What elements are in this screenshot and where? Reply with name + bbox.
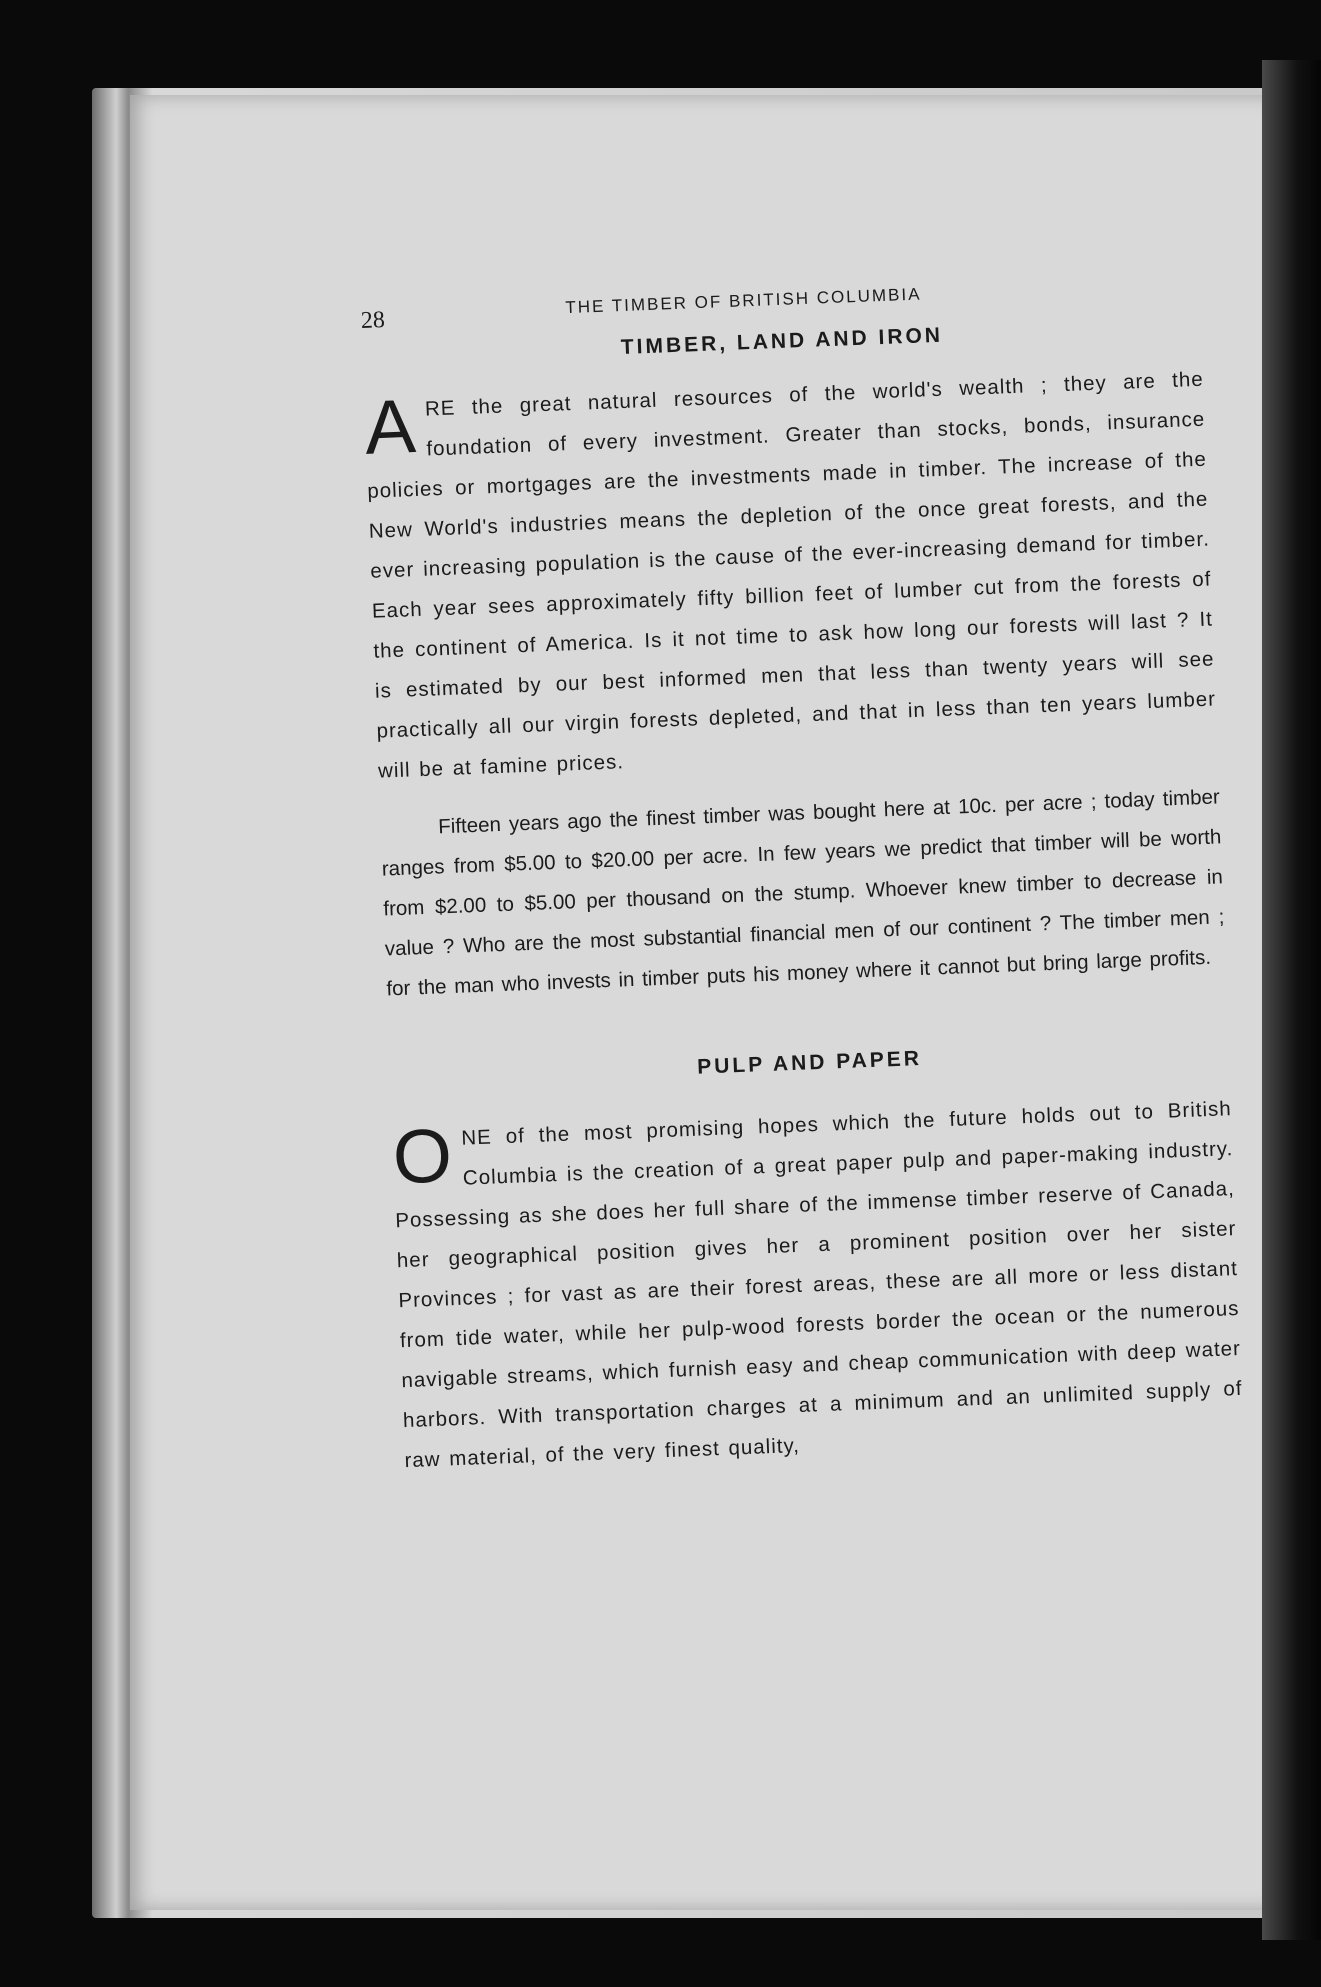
paragraph-text: NE of the most promising hopes which the future holds out to British Columbia is the creation of a great paper pulp and paper-making industry. Possessing as she does her full share of the immense timber reserve of Canada, her geographical position gives her a prominent position over her sister Provinces ; for vast as are their forest areas, these are all more or less distant from tide water, while her pulp-wood forests border the ocean or the numerous navigable streams, which furnish easy and cheap communication with deep water harbors. With transportation charges at a minimum and an unlimited supply of raw material, of the very finest quality, (394, 1097, 1243, 1473)
paragraph-timber-1 (364, 360, 1219, 792)
running-head-title: THE TIMBER OF BRITISH COLUMBIA (565, 284, 922, 318)
paragraph-pulp-1 (392, 1089, 1245, 1481)
page-number: 28 (360, 307, 386, 334)
drop-cap-a: A (363, 383, 418, 471)
binding-shadow (1262, 60, 1321, 1940)
page-content (360, 268, 1245, 1481)
paragraph-timber-2: Fifteen years ago the finest timber was bought here at 10c. per acre ; today timber ranges from $5.00 to $20.00 per acre. In few years we predict that timber will be worth from $2.00 to $5.00 per thousand on the stump. Whoever knew timber to decrease in value ? Who are the most substantial financial men of our continent ? The timber men ; for the man who invests in timber puts his money where it cannot but bring large profits. (381, 785, 1225, 1001)
paragraph-text: RE the great natural resources of the world's wealth ; they are the foundation of every investment. Greater than stocks, bonds, insurance policies or mortgages are the investments made in timber. The increase of the New World's industries means the depletion of the once great forests, and the ever increasing population is the cause of the ever-increasing demand for timber. Each year sees approximately fifty billion feet of lumber cut from the forests of the continent of America. Is it not time to ask how long our forests will last ? It is estimated by our best informed men that less than twenty years will see practically all our virgin forests depleted, and that in less than ten years lumber will be at famine prices. (366, 367, 1217, 783)
section-title-pulp: PULP AND PAPER (696, 1046, 923, 1079)
drop-cap-o: O (391, 1113, 454, 1201)
section-title-timber: TIMBER, LAND AND IRON (620, 323, 944, 360)
